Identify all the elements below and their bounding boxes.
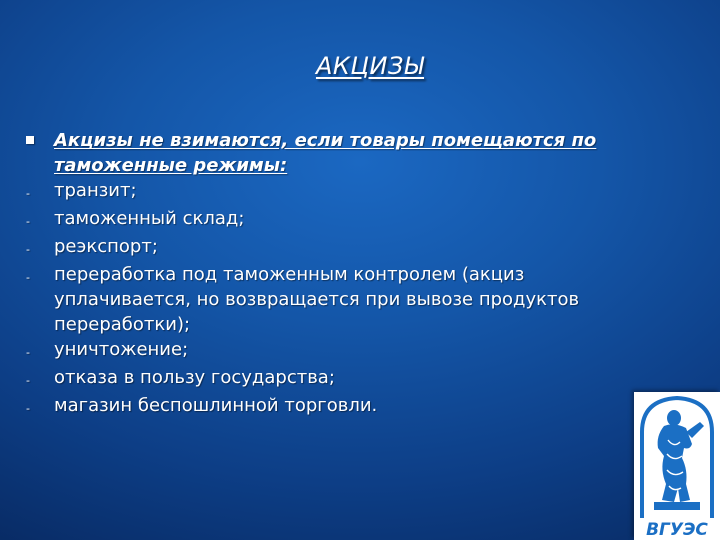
slide-title: АКЦИЗЫ: [315, 52, 425, 80]
list-item-text: уничтожение;: [54, 339, 189, 360]
list-item: [26, 178, 646, 206]
dash-bullet: -: [26, 402, 30, 415]
list-item: [26, 365, 646, 393]
list-item-text: отказа в пользу государства;: [54, 367, 335, 388]
dash-bullet: -: [26, 374, 30, 387]
dash-bullet: -: [26, 271, 30, 284]
list-item-text: таможенный склад;: [54, 208, 245, 229]
list-item: [26, 337, 646, 365]
list-item: [26, 262, 646, 337]
list-item: [26, 206, 646, 234]
list-item: [26, 128, 646, 178]
logo-text: ВГУЭС: [646, 520, 708, 540]
bullet-list: [26, 128, 646, 421]
list-item-text: магазин беспошлинной торговли.: [54, 395, 378, 416]
list-item: [26, 393, 646, 421]
list-item-text: переработка под таможенным контролем (акциз уплачивается, но возвращается при вывозе продуктов переработки);: [54, 264, 580, 335]
list-item: [26, 234, 646, 262]
dash-bullet: -: [26, 187, 30, 200]
dash-bullet: -: [26, 243, 30, 256]
list-item-text: Акцизы не взимаются, если товары помещаются по таможенные режимы:: [54, 130, 597, 176]
square-bullet-icon: [26, 128, 54, 153]
university-logo: [634, 392, 720, 540]
statue-emblem-icon: [634, 392, 720, 540]
list-item-text: реэкспорт;: [54, 236, 158, 257]
list-item-text: транзит;: [54, 180, 137, 201]
dash-bullet: -: [26, 215, 30, 228]
dash-bullet: -: [26, 346, 30, 359]
